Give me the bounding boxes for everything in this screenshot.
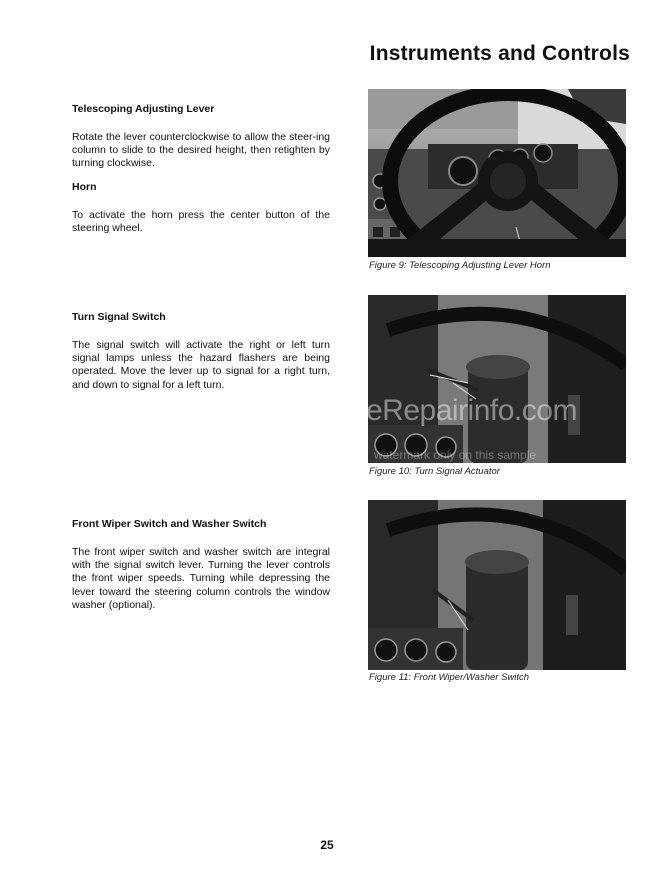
section-horn: [72, 181, 330, 235]
figure-10-caption: Figure 10: Turn Signal Actuator: [369, 466, 500, 477]
section-body: The front wiper switch and washer switch are integral with the signal switch lever. Turning the lever controls the front wiper speeds. Turning while depressing the lever toward the steering column controls the window washer (optional).: [72, 546, 330, 611]
section-body: To activate the horn press the center button of the steering wheel.: [72, 209, 330, 235]
figure-10-photo: [368, 295, 626, 463]
figure-11-photo: [368, 500, 626, 670]
figure-9-caption: Figure 9: Telescoping Adjusting Lever Horn: [369, 260, 551, 271]
section-heading: Front Wiper Switch and Washer Switch: [72, 518, 267, 530]
section-turn-signal: [72, 311, 330, 392]
watermark-subtext: watermark only on this sample: [374, 448, 537, 462]
page-number: 25: [320, 838, 334, 852]
section-heading: Turn Signal Switch: [72, 311, 166, 323]
section-heading: Telescoping Adjusting Lever: [72, 103, 215, 115]
figure-11-caption: Figure 11: Front Wiper/Washer Switch: [369, 672, 530, 683]
section-body: Rotate the lever counterclockwise to allow the steer-ing column to slide to the desired height, then retighten by turning clockwise.: [72, 131, 330, 170]
section-telescoping-lever: [72, 103, 330, 171]
section-front-wiper: [72, 518, 330, 612]
page-title: Instruments and Controls: [369, 42, 630, 65]
watermark-text: eRepairinfo.com: [366, 394, 577, 427]
section-heading: Horn: [72, 181, 97, 193]
section-body: The signal switch will activate the right or left turn signal lamps unless the hazard flashers are being operated. Move the lever up to signal for a right turn, and down to signal for a left turn.: [72, 339, 330, 391]
figure-9-photo: [368, 89, 626, 257]
